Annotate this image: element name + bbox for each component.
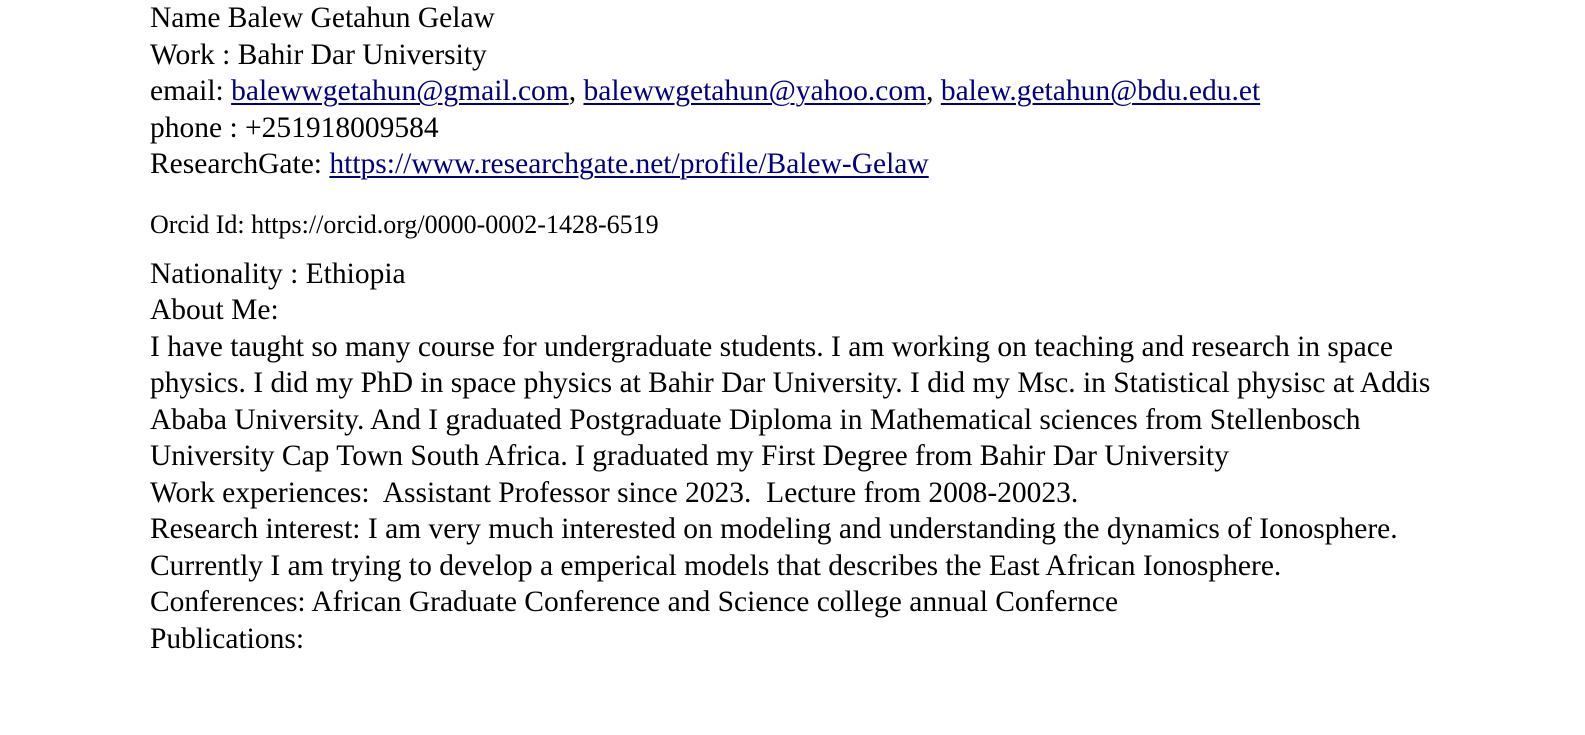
current-work-line: Currently I am trying to develop a emperical models that describes the East African Ionosphere. <box>150 549 1282 582</box>
email-link-yahoo[interactable]: balewwgetahun@yahoo.com <box>583 75 927 107</box>
email-line <box>150 73 1440 110</box>
work-experience-line: Work experiences: Assistant Professor since 2023. Lecture from 2008-20023. <box>150 476 1079 509</box>
email-separator: , <box>568 75 584 107</box>
researchgate-link[interactable]: https://www.researchgate.net/profile/Balew-Gelaw <box>329 148 929 180</box>
conferences-line: Conferences: African Graduate Conference and Science college annual Confernce <box>150 586 1119 618</box>
name-line: Name Balew Getahun Gelaw <box>150 2 495 34</box>
phone-line: phone : +251918009584 <box>150 111 439 144</box>
profile-document <box>150 0 1440 657</box>
orcid-line: Orcid Id: https://orcid.org/0000-0002-1428-6519 <box>150 209 659 239</box>
nationality-line: Nationality : Ethiopia <box>150 257 406 290</box>
researchgate-line <box>150 146 1440 183</box>
researchgate-label: ResearchGate: <box>150 148 330 180</box>
research-interest-paragraph: Research interest: I am very much interested on modeling and understanding the dynamics of Ionosphere. <box>150 513 1398 545</box>
email-link-gmail[interactable]: balewwgetahun@gmail.com <box>231 75 569 107</box>
email-link-bdu[interactable]: balew.getahun@bdu.edu.et <box>940 75 1261 107</box>
email-separator: , <box>926 75 941 107</box>
about-paragraph: I have taught so many course for undergraduate students. I am working on teaching and research in space physics. I did my PhD in space physics at Bahir Dar University. I did my Msc. in Statistical physisc at Addis Ababa University. And I graduated Postgraduate Diploma in Mathematical sciences from Stellenbosch University Cap Town South Africa. I graduated my First Degree from Bahir Dar University <box>150 330 1431 472</box>
work-line: Work : Bahir Dar University <box>150 38 487 71</box>
publications-heading: Publications: <box>150 622 305 655</box>
email-label: email: <box>150 75 232 107</box>
about-heading: About Me: <box>150 294 279 326</box>
